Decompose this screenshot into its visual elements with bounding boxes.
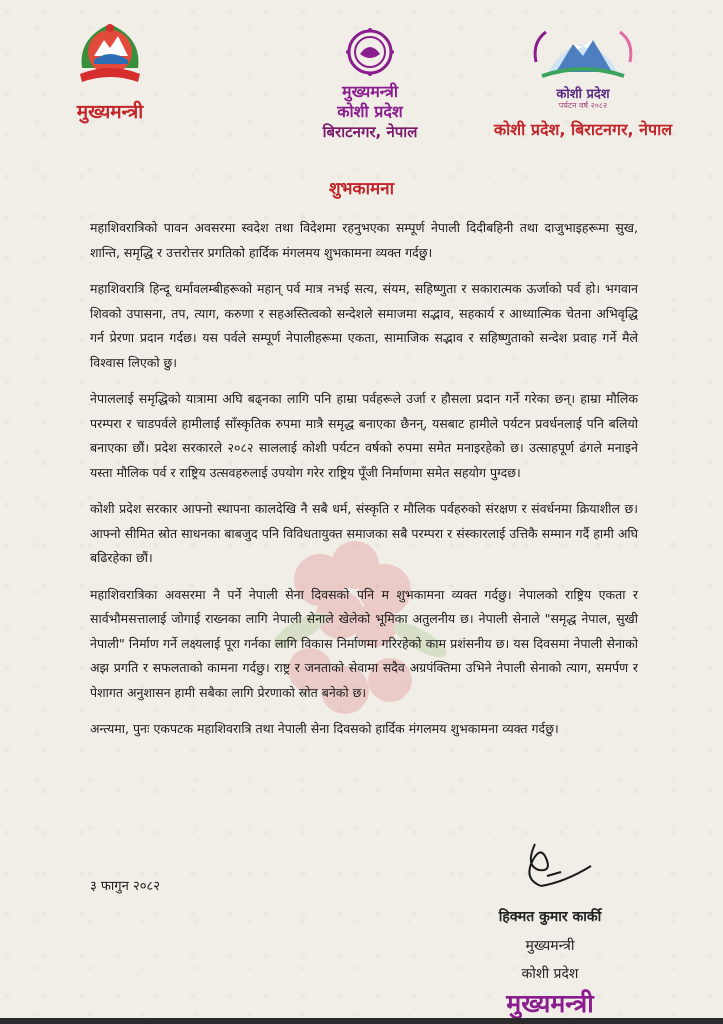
body-paragraph: महाशिवरात्रिको पावन अवसरमा स्वदेश तथा विदेशमा रहनुभएका सम्पूर्ण नेपाली दिदीबहिनी तथा दाजुभाइहरूमा सुख, शान्ति, समृद्धि र उत्तरोत्तर प्रगतिको हार्दिक मंगलमय शुभकामना व्यक्त गर्दछु।	[90, 220, 638, 260]
bottom-edge-bar	[0, 1018, 723, 1024]
body-paragraph: कोशी प्रदेश सरकार आफ्नो स्थापना कालदेखि नै सबै धर्म, संस्कृति र मौलिक पर्वहरुको संरक्षण र संवर्धनमा क्रियाशील छ। आफ्नो सीमित स्रोत साधनका बाबजुद पनि विविधतायुक्त समाजका सबै परम्परा र संस्कारलाई उत्तिकै सम्मान गर्दै हामी अघि बढिरहेका छौं।	[90, 501, 638, 565]
signatory-post: मुख्यमन्त्री	[525, 938, 575, 954]
center-header-city: बिराटनगर, नेपाल	[322, 123, 418, 141]
nepal-emblem-icon	[72, 18, 148, 90]
center-header-title: मुख्यमन्त्री	[342, 82, 398, 101]
signature-block	[470, 836, 630, 1020]
center-header-logo	[300, 28, 440, 142]
chief-minister-seal-icon	[344, 28, 396, 76]
koshi-tourism-year-emblem-icon	[528, 22, 638, 110]
center-header-province: कोशी प्रदेश	[337, 102, 403, 121]
signature-icon	[495, 836, 605, 898]
right-emblem-subtitle: पर्यटन वर्ष २०८२	[558, 101, 608, 110]
right-header-address: कोशी प्रदेश, बिराटनगर, नेपाल	[493, 120, 673, 139]
signatory-name: हिक्मत कुमार कार्की	[498, 909, 602, 925]
letter-title: शुभकामना	[329, 179, 394, 199]
body-paragraph: महाशिवरात्रि हिन्दू धर्मावलम्बीहरूको महान् पर्व मात्र नभई सत्य, संयम, सहिष्णुता र सकारात्मक ऊर्जाको पर्व हो। भगवान शिवको उपासना, तप, त्याग, करुणा र सहअस्तित्वको सन्देशले समाजमा सद्भाव, सहकार्य र आध्यात्मिक चेतना अभिवृद्धि गर्न प्रेरणा प्रदान गर्दछ। यस पर्वले सम्पूर्ण नेपालीहरूमा एकता, सामाजिक सद्भाव र सहिष्णुताको सन्देश प्रवाह गर्ने मैले विश्वास लिएको छु।	[90, 281, 638, 370]
left-header-label: मुख्यमन्त्री	[76, 101, 144, 123]
signatory-province: कोशी प्रदेश	[521, 966, 579, 982]
letter-body	[90, 216, 638, 754]
body-paragraph: महाशिवरात्रिका अवसरमा नै पर्ने नेपाली सेना दिवसको पनि म शुभकामना व्यक्त गर्दछु। नेपालको राष्ट्रिय एकता र सार्वभौमसत्तालाई जोगाई राख्नका लागि नेपाली सेनाले खेलेको भूमिका अतुलनीय छ। नेपाली सेनाले "समृद्ध नेपाल, सुखी नेपाली" निर्माण गर्ने लक्ष्यलाई पूरा गर्नका लागि विकास निर्माणमा गरिरहेको काम प्रशंसनीय छ। यस दिवसमा नेपाली सेनाको अझ प्रगति र सफलताको कामना गर्दछु। राष्ट्र र जनताको सेवामा सदैव अग्रपंक्तिमा उभिने नेपाली सेनाको त्याग, समर्पण र पेशागत अनुशासन हामी सबैका लागि प्रेरणाको स्रोत बनेको छ।	[90, 586, 638, 700]
right-emblem-title: कोशी प्रदेश	[556, 87, 610, 102]
right-header-logo	[468, 22, 698, 140]
left-header-logo	[70, 18, 150, 124]
body-paragraph: नेपाललाई समृद्धिको यात्रामा अघि बढ्नका लागि पनि हाम्रा पर्वहरूले उर्जा र हौसला प्रदान गर्ने गरेका छन्। हाम्रा मौलिक परम्परा र चाडपर्वले हामीलाई साँस्कृतिक रुपमा मात्रै समृद्ध बनाएका छैनन्, यसबाट हामीले पर्यटन प्रवर्धनलाई पनि बलियो बनाएका छौं। प्रदेश सरकारले २०८२ साललाई कोशी पर्यटन वर्षको रुपमा समेत मनाइरहेको छ। उत्साहपूर्ण ढंगले मनाइने यस्ता मौलिक पर्व र राष्ट्रिय उत्सवहरुलाई उपयोग गरेर राष्ट्रिय पूँजी निर्माणमा समेत सहयोग पुग्दछ।	[90, 391, 638, 480]
letter-date: ३ फागुन २०८२	[90, 879, 160, 894]
signatory-stamp: मुख्यमन्त्री	[506, 989, 594, 1018]
body-paragraph: अन्त्यमा, पुनः एकपटक महाशिवरात्रि तथा नेपाली सेना दिवसको हार्दिक मंगलमय शुभकामना व्यक्त गर्दछु।	[90, 721, 559, 736]
